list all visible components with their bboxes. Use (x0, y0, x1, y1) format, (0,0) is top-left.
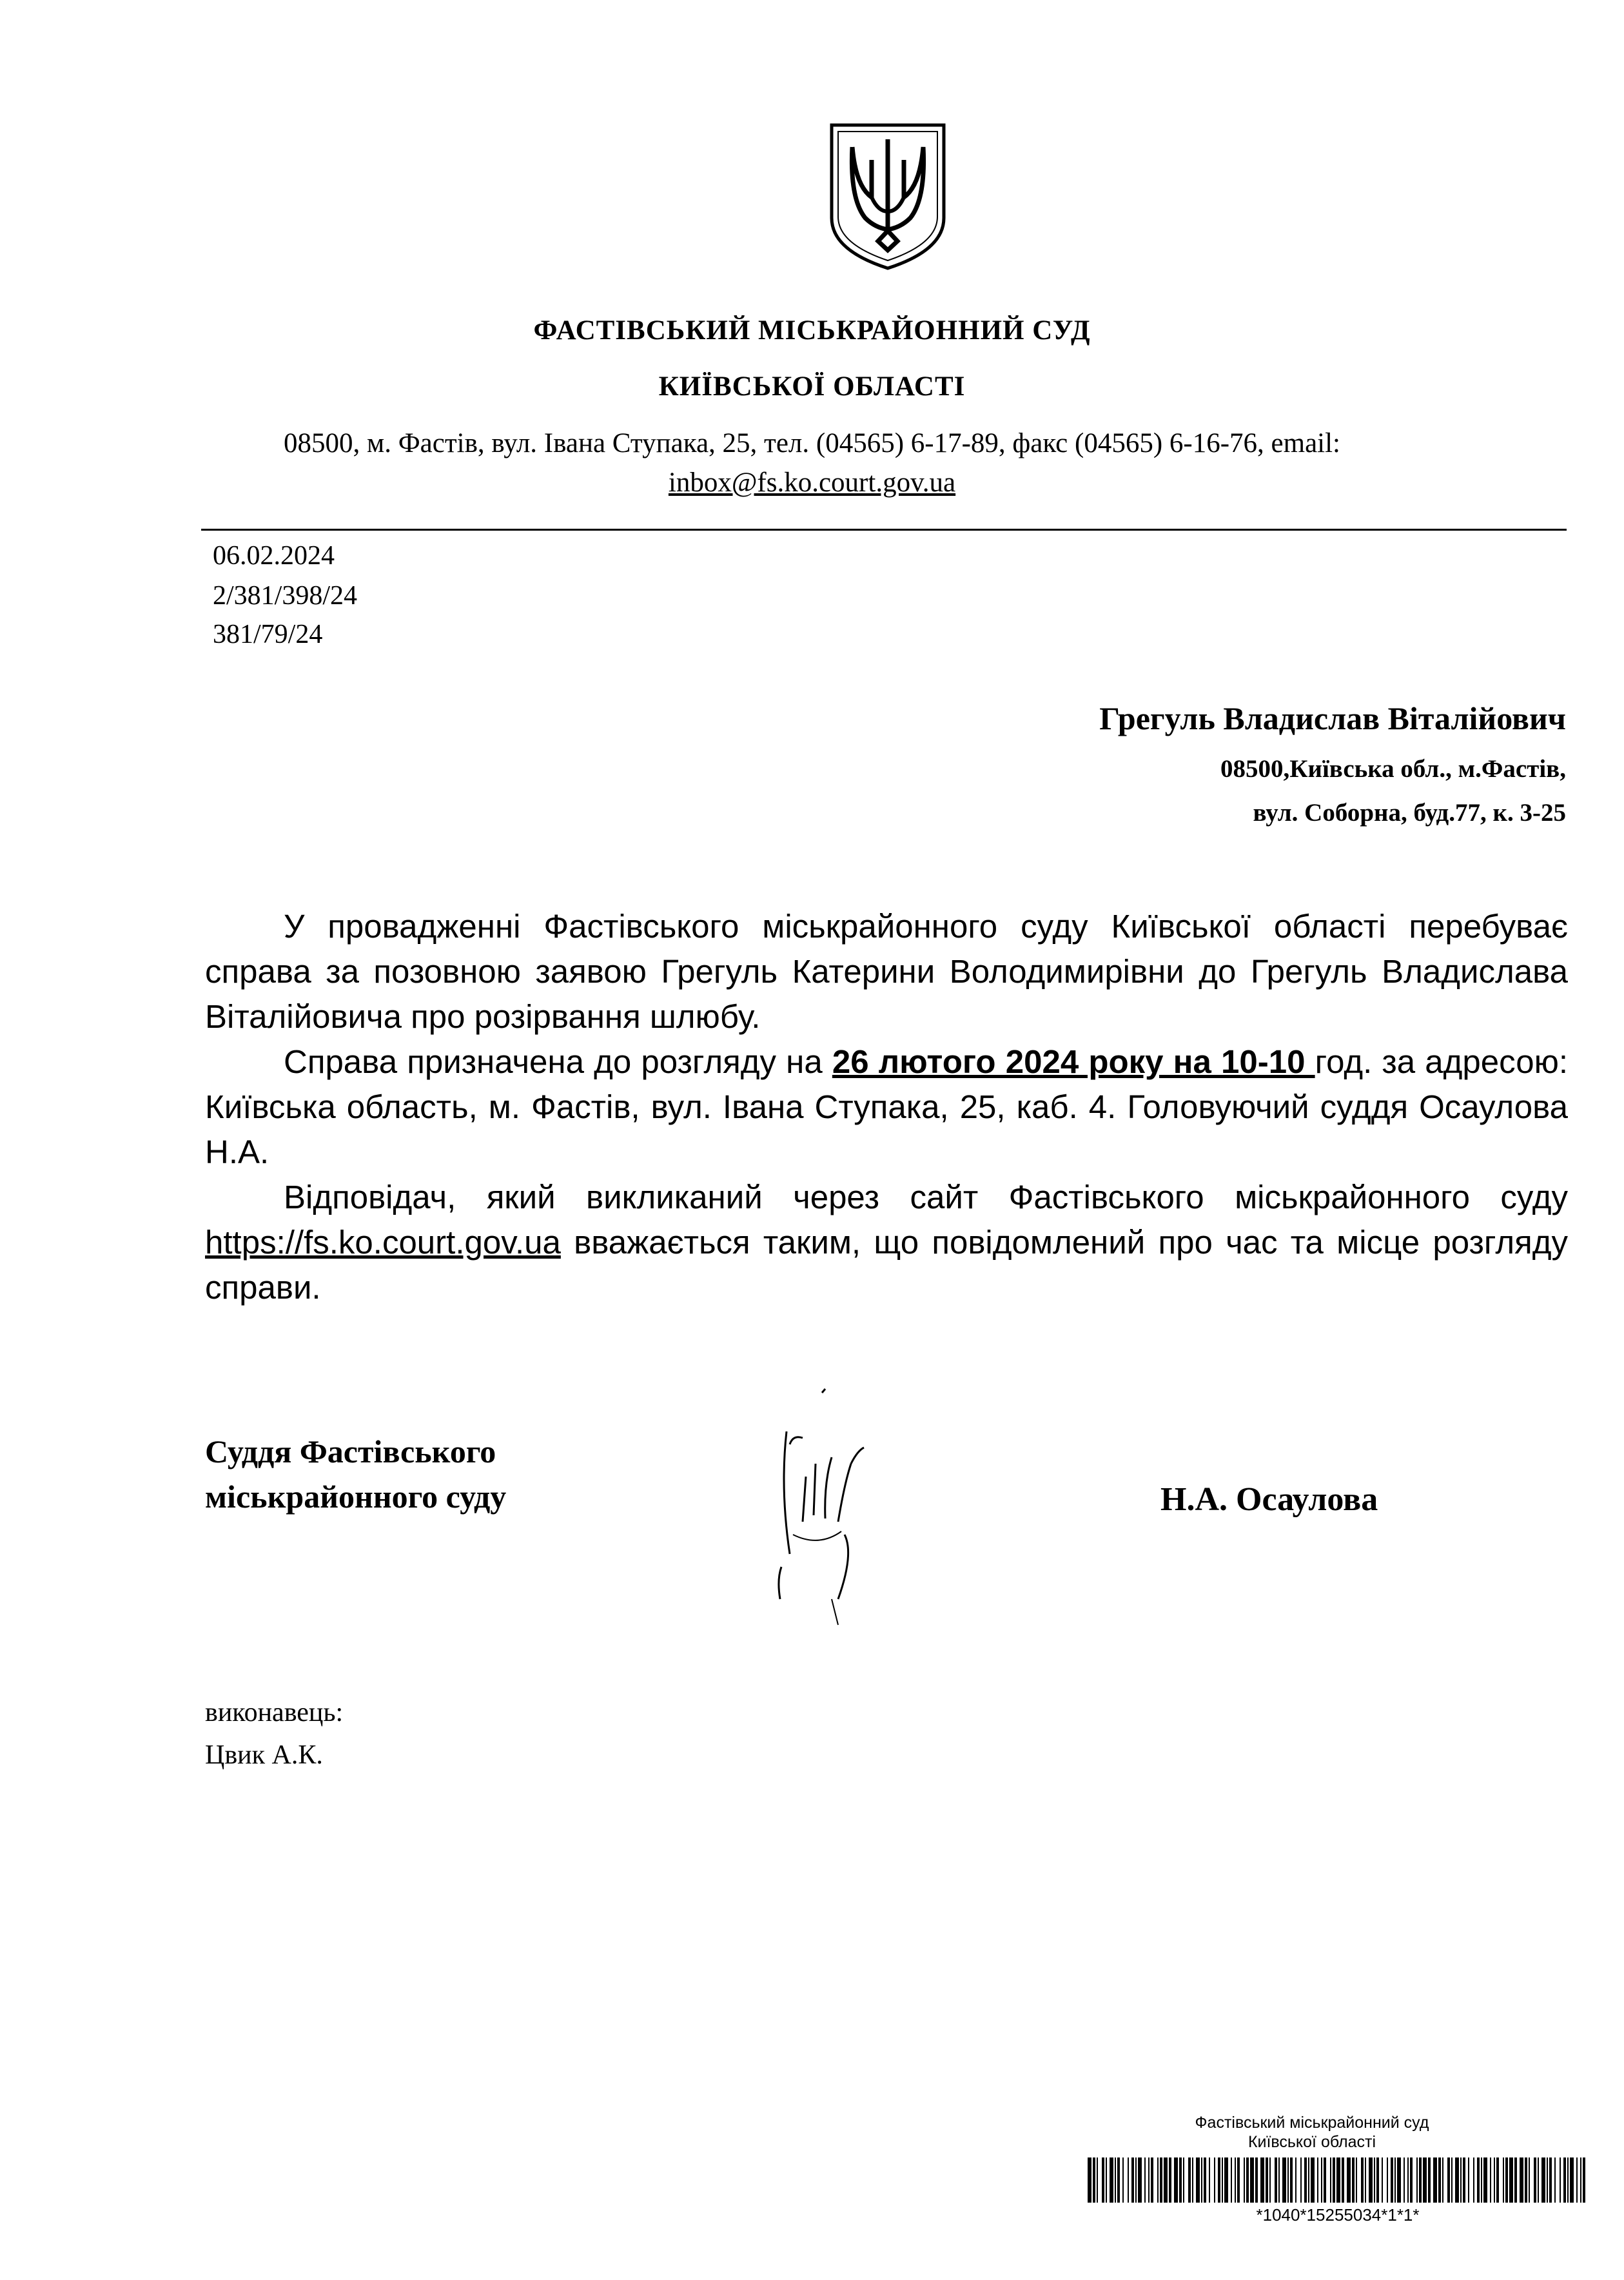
barcode-bar (1382, 2157, 1383, 2203)
barcode-bar (1374, 2157, 1375, 2203)
barcode-bar (1333, 2157, 1335, 2203)
barcode-bar (1534, 2157, 1536, 2203)
barcode-bar (1410, 2157, 1413, 2203)
barcode-bar (1151, 2157, 1153, 2203)
barcode-bar (1224, 2157, 1228, 2203)
notice-text-after: вважається таким, що повідомлений про час та місце розгляду справи. (205, 1224, 1568, 1306)
signer-name: Н.А. Осаулова (1160, 1481, 1378, 1518)
barcode-bar (1365, 2157, 1366, 2203)
barcode-bar (1164, 2157, 1168, 2203)
barcode-bar (1235, 2157, 1236, 2203)
barcode-bar (1237, 2157, 1240, 2203)
barcode-bar (1391, 2157, 1393, 2203)
barcode-bar (1246, 2157, 1249, 2203)
barcode-bar (1266, 2157, 1268, 2203)
barcode-bar (1442, 2157, 1443, 2203)
barcode-bar (1342, 2157, 1344, 2203)
barcode-bar (1570, 2157, 1574, 2203)
barcode-bar (1560, 2157, 1561, 2203)
barcode-bar (1490, 2157, 1491, 2203)
executor-label: виконавець: (205, 1698, 344, 1727)
barcode-bar (1369, 2157, 1373, 2203)
barcode-bar (1336, 2157, 1340, 2203)
barcode-bar (1188, 2157, 1191, 2203)
barcode-bar (1255, 2157, 1258, 2203)
barcode-bar (1583, 2157, 1585, 2203)
barcode-bar (1324, 2157, 1326, 2203)
barcode-bar (1269, 2157, 1271, 2203)
barcode-bar (1311, 2157, 1315, 2203)
court-name-line2: КИЇВСЬКОЇ ОБЛАСТІ (658, 371, 966, 402)
barcode-bar (1214, 2157, 1215, 2203)
barcode-bar (1138, 2157, 1142, 2203)
outgoing-number: 2/381/398/24 (213, 581, 358, 611)
barcode-bar (1416, 2157, 1418, 2203)
barcode-bar (1169, 2157, 1171, 2203)
hearing-date-time: 26 лютого 2024 року на 10-10 (832, 1043, 1315, 1080)
barcode-bar (1549, 2157, 1552, 2203)
barcode-bar (1179, 2157, 1182, 2203)
case-number: 381/79/24 (213, 620, 323, 649)
hearing-text-after: год. за адресою: Київська область, м. Фастів, вул. Івана Ступака, 25, каб. 4. Головуючий суддя Осаулова Н.А. (205, 1043, 1568, 1170)
court-website-link[interactable]: https://fs.ko.court.gov.ua (205, 1224, 561, 1261)
notice-text-before: Відповідач, який викликаний через сайт Фастівського міськрайонного суду (284, 1179, 1568, 1215)
barcode-bar (1567, 2157, 1569, 2203)
barcode-bar (1250, 2157, 1254, 2203)
barcode-bar (1576, 2157, 1578, 2203)
barcode-bar (1088, 2157, 1091, 2203)
recipient-name: Грегуль Владислав Віталійович (1099, 700, 1566, 736)
barcode-bar (1423, 2157, 1427, 2203)
body-paragraph-2 (205, 1039, 1568, 1175)
barcode-bar (1481, 2157, 1482, 2203)
barcode-bar (1419, 2157, 1422, 2203)
barcode-bar (1135, 2157, 1137, 2203)
barcode-bar (1376, 2157, 1379, 2203)
barcode-bar (1148, 2157, 1150, 2203)
barcode-bar (1160, 2157, 1162, 2203)
barcode-bar (1097, 2157, 1098, 2203)
barcode-bar (1321, 2157, 1322, 2203)
barcode-bar (1433, 2157, 1437, 2203)
barcode-bar (1447, 2157, 1450, 2203)
registration-barcode (1086, 2157, 1589, 2203)
coat-of-arms-emblem (827, 121, 949, 271)
barcode-bar (1356, 2157, 1357, 2203)
barcode-bar (1503, 2157, 1504, 2203)
barcode-bar (1110, 2157, 1113, 2203)
barcode-bar (1580, 2157, 1581, 2203)
barcode-bar (1473, 2157, 1474, 2203)
barcode-bar (1308, 2157, 1309, 2203)
barcode-bar (1218, 2157, 1220, 2203)
barcode-bar (1541, 2157, 1545, 2203)
barcode-bar (1183, 2157, 1184, 2203)
barcode-bar (1509, 2157, 1513, 2203)
court-email-link[interactable]: inbox@fs.ko.court.gov.ua (668, 467, 956, 498)
barcode-bar (1144, 2157, 1146, 2203)
hearing-text-before: Справа призначена до розгляду на (284, 1043, 832, 1080)
barcode-bar (1106, 2157, 1107, 2203)
barcode-bar (1451, 2157, 1453, 2203)
barcode-bar (1483, 2157, 1487, 2203)
barcode-bar (1460, 2157, 1462, 2203)
barcode-bar (1438, 2157, 1441, 2203)
barcode-bar (1525, 2157, 1527, 2203)
barcode-bar (1174, 2157, 1178, 2203)
barcode-bar (1295, 2157, 1296, 2203)
court-name-line1: ФАСТІВСЬКИЙ МІСЬКРАЙОННИЙ СУД (533, 315, 1091, 346)
barcode-bar (1209, 2157, 1210, 2203)
barcode-bar (1361, 2157, 1364, 2203)
barcode-bar (1428, 2157, 1431, 2203)
barcode-bar (1547, 2157, 1548, 2203)
barcode-bar (1352, 2157, 1355, 2203)
barcode-bar (1317, 2157, 1318, 2203)
barcode-bar (1304, 2157, 1307, 2203)
barcode-bar (1128, 2157, 1129, 2203)
signer-title-line1: Суддя Фастівського (205, 1433, 496, 1469)
barcode-bar (1204, 2157, 1206, 2203)
barcode-bar (1463, 2157, 1465, 2203)
barcode-bar (1231, 2157, 1232, 2203)
handwritten-signature (741, 1386, 909, 1644)
recipient-address-line2: вул. Соборна, буд.77, к. 3-25 (1253, 799, 1566, 827)
barcode-bar (1554, 2157, 1556, 2203)
barcode-bar (1260, 2157, 1264, 2203)
barcode-bar (1330, 2157, 1331, 2203)
barcode-bar (1093, 2157, 1095, 2203)
barcode-bar (1387, 2157, 1388, 2203)
barcode-bar (1455, 2157, 1459, 2203)
court-address: 08500, м. Фастів, вул. Івана Ступака, 25, тел. (04565) 6-17-89, факс (04565) 6-16-76, email: (284, 428, 1340, 458)
registration-court-line2: Київської області (1247, 2133, 1376, 2151)
barcode-bar (1404, 2157, 1405, 2203)
barcode-bar (1529, 2157, 1530, 2203)
barcode-bar (1244, 2157, 1245, 2203)
barcode-bar (1275, 2157, 1277, 2203)
barcode-bar (1407, 2157, 1409, 2203)
barcode-bar (1131, 2157, 1134, 2203)
barcode-bar (1300, 2157, 1302, 2203)
header-divider (201, 529, 1567, 531)
executor-name: Цвик А.К. (205, 1740, 323, 1770)
barcode-bar (1290, 2157, 1293, 2203)
barcode-bar (1505, 2157, 1508, 2203)
barcode-bar (1201, 2157, 1202, 2203)
barcode-bar (1278, 2157, 1280, 2203)
barcode-bar (1157, 2157, 1159, 2203)
barcode-bar (1287, 2157, 1289, 2203)
barcode-bar (1514, 2157, 1517, 2203)
barcode-bar (1477, 2157, 1480, 2203)
barcode-bar (1102, 2157, 1104, 2203)
barcode-bar (1222, 2157, 1223, 2203)
barcode-bar (1496, 2157, 1499, 2203)
barcode-bar (1538, 2157, 1539, 2203)
barcode-bar (1347, 2157, 1351, 2203)
barcode-bar (1196, 2157, 1200, 2203)
barcode-bar (1494, 2157, 1495, 2203)
barcode-bar (1520, 2157, 1523, 2203)
barcode-bar (1394, 2157, 1396, 2203)
registration-court-line1: Фастівський міськрайонний суд (1195, 2114, 1429, 2132)
barcode-bar (1397, 2157, 1401, 2203)
registration-code: *1040*15255034*1*1* (1256, 2205, 1420, 2225)
barcode-bar (1192, 2157, 1193, 2203)
barcode-bar (1282, 2157, 1286, 2203)
barcode-bar (1468, 2157, 1469, 2203)
body-paragraph-3 (205, 1175, 1568, 1310)
document-date: 06.02.2024 (213, 541, 335, 571)
body-paragraph-1: У провадженні Фастівського міськрайонного суду Київської області перебуває справа за позовною заявою Грегуль Катерини Володимирівни до Грегуль Владислава Віталійовича про розірвання шлюбу. (205, 908, 1568, 1035)
barcode-bar (1563, 2157, 1566, 2203)
signer-title-line2: міськрайонного суду (205, 1479, 507, 1515)
barcode-bar (1117, 2157, 1120, 2203)
barcode-bar (1122, 2157, 1124, 2203)
recipient-address-line1: 08500,Київська обл., м.Фастів, (1220, 755, 1566, 783)
barcode-bar (1115, 2157, 1116, 2203)
